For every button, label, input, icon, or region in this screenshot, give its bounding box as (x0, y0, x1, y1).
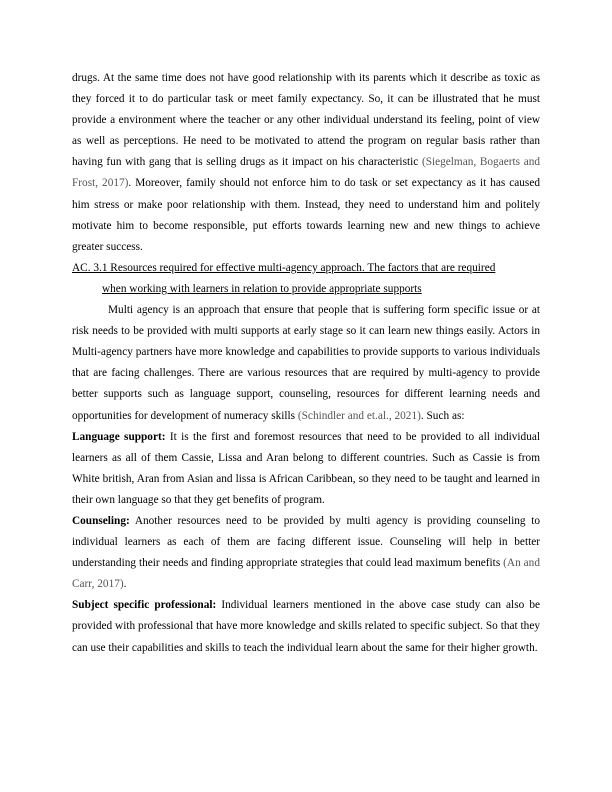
paragraph-text: It is the first and foremost resources that need to be provided to all individual learners as all of them Cassie, Lissa and Aran belong to different countries. Such as Cassie is from White british, Aran from Asian and lissa is African Caribbean, so they need to be taught and learned in their own language so that they get benefits of program. (72, 430, 541, 506)
paragraph-multi-agency (72, 300, 540, 427)
bold-label: Language support: (72, 430, 166, 443)
heading-line-2: when working with learners in relation to provide appropriate supports (102, 282, 422, 295)
paragraph-text: drugs. At the same time does not have good relationship with its parents which it describe as toxic as they forced it to do particular task or meet family expectancy. So, it can be illustrated that he must provide a environment where the teacher or any other individual understand its feeling, point of view as well as perceptions. He need to be motivated to attend the program on regular basis rather than having fun with gang that is selling drugs as it impact on his characteristic (72, 72, 540, 169)
paragraph-counseling (72, 511, 540, 595)
bold-label: Counseling: (72, 514, 130, 527)
citation: (Siegelman, Bogaerts and Frost, 2017) (72, 156, 541, 190)
paragraph-subject-specific (72, 595, 540, 658)
paragraph-language-support (72, 427, 540, 511)
citation: (Schindler and et.al., 2021) (297, 409, 421, 422)
section-heading (72, 258, 540, 300)
paragraph-text: . Such as: (420, 409, 465, 422)
paragraph-text: . (123, 578, 127, 591)
paragraph-text: . Moreover, family should not enforce him to do task or set expectancy as it has caused him stress or make poor relationship with them. Instead, they need to understand him and politely motivate him to become responsible, put efforts towards learning new and new things to achieve greater success. (72, 177, 540, 253)
paragraph-case-analysis (72, 68, 540, 258)
paragraph-text: Individual learners mentioned in the above case study can also be provided with professional that have more knowledge and skills related to specific subject. So that they can use their capabilities and skills to teach the individual learn about the same for their higher growth. (72, 599, 540, 654)
paragraph-text: Another resources need to be provided by multi agency is providing counseling to individual learners as each of them are facing different issue. Counseling will help in better understanding their needs and finding appropriate strategies that could lead maximum benefits (72, 514, 540, 570)
citation: (An and Carr, 2017) (72, 557, 540, 591)
bold-label: Subject specific professional: (72, 599, 217, 612)
document-page (72, 68, 540, 659)
paragraph-text: Multi agency is an approach that ensure that people that is suffering form specific issue or at risk needs to be provided with multi supports at early stage so it can learn new things easily. Actors in Multi-agency partners have more knowledge and capabilities to provide supports to various individuals that are facing challenges. There are various resources that are required by multi-agency to provide better supports such as language support, counseling, resources for different learning needs and opportunities for development of numeracy skills (72, 304, 540, 422)
heading-line-1: AC. 3.1 Resources required for effective multi-agency approach. The factors that are required (72, 261, 496, 274)
